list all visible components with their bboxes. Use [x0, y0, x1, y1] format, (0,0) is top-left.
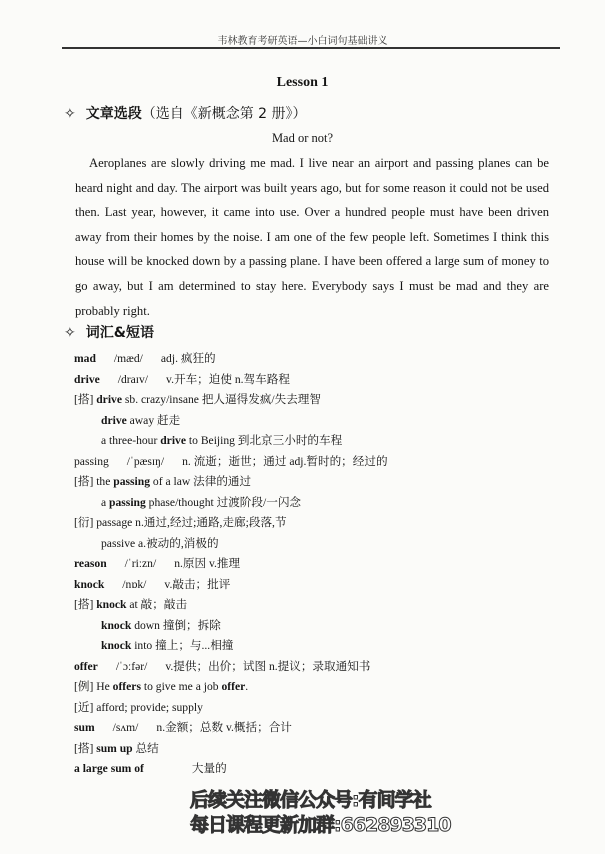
vocab-text: offer [74, 659, 98, 673]
section-title: 词汇&短语 [85, 325, 154, 341]
vocab-text: of a law 法律的通过 [150, 475, 252, 488]
vocab-entry [74, 431, 554, 452]
watermark-line: 后续关注微信公众号:有间学社 [190, 789, 431, 811]
vocab-text: passing [74, 454, 109, 468]
vocab-text: offer [221, 680, 246, 693]
vocab-text: /ˈpæsɪŋ/ [126, 454, 165, 468]
vocab-text: v.敲击；批评 [164, 577, 231, 591]
vocab-text: /ˈɔːfər/ [115, 659, 148, 673]
vocab-text: [搭] the [74, 475, 114, 488]
vocab-text: passive a.被动的,消极的 [101, 536, 219, 550]
vocab-text: n.原因 v.推理 [174, 557, 241, 570]
vocab-entry [74, 493, 554, 514]
vocab-text: n. 流逝；逝世；通过 adj.暂时的；经过的 [182, 454, 388, 468]
vocab-entry [74, 677, 554, 698]
vocab-entry [74, 739, 554, 760]
diamond-star-icon: ✧ [64, 325, 76, 341]
vocab-text: reason [74, 557, 107, 570]
article-title: Mad or not? [271, 131, 334, 145]
vocab-text: [例] He [74, 680, 113, 693]
section-heading-vocab [64, 322, 154, 342]
vocab-text: drive [96, 393, 122, 406]
vocab-text: n.金额；总数 v.概括；合计 [156, 721, 292, 734]
vocab-entry [74, 349, 554, 370]
vocab-text: [搭] [74, 393, 97, 406]
vocab-entry [74, 534, 554, 555]
vocab-text: to give me a job [140, 680, 222, 693]
vocab-entry [74, 759, 554, 780]
watermark-line: 每日课程更新加群:662893310 [190, 814, 451, 836]
vocab-text: v.开车；迫使 n.驾车路程 [166, 372, 290, 386]
vocab-entry [74, 616, 554, 637]
article-paragraph: Aeroplanes are slowly driving me mad. I live near an airport and passing planes can be heard night and day. The airport was built years ago, but for some reason it could not be used then. Last year, however, it came into use. Over a hundred people must have been driven away from their homes by the noise. I am one of the few people left. Sometimes I think this house will be knocked down by a passing plane. I have been offered a large sum of money to go away, but I am determined to stay here. Everybody says I must be mad and they are probably right. [75, 156, 549, 318]
vocab-text: 总结 [132, 741, 159, 755]
vocab-text: [近] afford; provide; supply [74, 700, 203, 714]
vocab-entry [74, 698, 554, 719]
vocab-entry [74, 452, 554, 473]
vocab-text: offers [112, 680, 141, 693]
vocab-text: phase/thought 过渡阶段/一闪念 [145, 495, 302, 509]
section-title: 文章选段 [85, 106, 142, 122]
vocab-text: drive [74, 372, 100, 386]
vocab-text: /mæd/ [113, 352, 143, 365]
vocab-text: knock [74, 577, 105, 591]
vocab-entry [74, 390, 554, 411]
vocab-text: knock [101, 618, 132, 632]
diamond-star-icon: ✧ [64, 106, 76, 122]
vocab-text: /draɪv/ [117, 372, 149, 386]
lesson-title: Lesson 1 [276, 75, 329, 90]
vocab-text: sb. crazy/insane 把人逼得发疯/失去理智 [121, 393, 321, 406]
vocab-text: a [101, 495, 110, 509]
watermark [190, 788, 451, 838]
vocab-text: down 撞倒；拆除 [131, 618, 221, 632]
vocab-text: [搭] [74, 741, 97, 755]
vocab-text: into 撞上；与...相撞 [131, 639, 234, 652]
vocab-text: away 赶走 [126, 413, 181, 427]
vocab-text: knock [101, 639, 132, 652]
vocab-entry [74, 513, 554, 534]
vocab-text: drive [101, 413, 127, 427]
vocab-text: [衍] passage n.通过,经过;通路,走廊;段落,节 [74, 516, 287, 529]
vocab-text: /nɒk/ [122, 577, 147, 591]
vocab-text: adj. 疯狂的 [160, 352, 216, 365]
vocab-entry [74, 595, 554, 616]
vocab-entry [74, 657, 554, 678]
vocab-entry [74, 718, 554, 739]
vocab-text: 大量的 [191, 762, 227, 775]
vocab-entry [74, 411, 554, 432]
vocab-text: passing [113, 475, 151, 488]
vocab-entry [74, 472, 554, 493]
section-heading-article [64, 103, 307, 123]
vocab-text: [搭] [74, 598, 97, 611]
vocab-text: v.提供；出价；试图 n.提议；录取通知书 [165, 659, 371, 673]
running-header: 韦林教育考研英语—小白词句基础讲义 [217, 36, 388, 47]
vocab-text: passing [109, 495, 146, 509]
vocab-text: to Beijing 到北京三小时的车程 [186, 434, 343, 447]
section-subtitle: （选自《新概念第 2 册》） [141, 106, 307, 122]
vocab-entry [74, 636, 554, 657]
vocab-text: /sʌm/ [112, 721, 139, 734]
vocab-text: mad [74, 352, 96, 365]
vocab-text: sum up [96, 741, 133, 755]
vocab-text: drive [160, 434, 186, 447]
header-rule [62, 47, 560, 49]
vocab-entry [74, 370, 554, 391]
vocab-text: knock [96, 598, 127, 611]
vocab-text: at 敲；敲击 [126, 598, 188, 611]
vocab-text: /ˈriːzn/ [124, 557, 157, 570]
vocab-list [74, 349, 554, 780]
vocab-entry [74, 575, 554, 596]
vocab-text: a three-hour [101, 434, 161, 447]
vocab-text: a large sum of [74, 762, 144, 775]
vocab-text: . [245, 680, 249, 693]
vocab-text: sum [74, 721, 95, 734]
vocab-entry [74, 554, 554, 575]
